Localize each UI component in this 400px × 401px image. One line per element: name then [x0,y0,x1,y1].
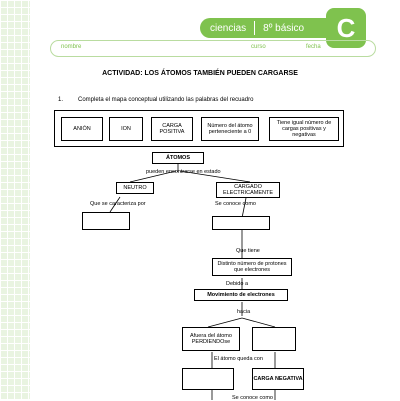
blank-neutro-trait[interactable] [82,212,130,230]
link-queda-con: El átomo queda con [214,356,263,362]
word-ion: ION [109,117,143,141]
blank-carga-positiva[interactable] [182,368,234,390]
name-field-label: nombre [61,44,82,50]
word-anion: ANIÓN [61,117,103,141]
date-field-label: fecha [306,44,321,50]
node-movimiento: Movimiento de electrones [194,289,288,301]
question-number: 1. [58,97,64,103]
link-se-conoce: Se conoce como [215,201,256,207]
course-field-label: curso [251,44,266,50]
node-afuera: Afuera del átomo PERDIENDOse [182,327,240,351]
node-atomos: ÁTOMOS [152,152,204,164]
blank-adentro[interactable] [252,327,296,351]
node-neutro: NEUTRO [116,182,154,194]
blank-ion[interactable] [212,216,270,230]
node-cargado: CARGADO ELECTRICAMENTE [216,182,280,198]
subject-badge: C [326,8,366,48]
link-caracteriza: Que se caracteriza por [90,201,146,207]
link-se-conoce-bottom: Se conoce como [232,395,273,401]
subject-label: ciencias [210,22,247,34]
word-numero-atomo: Número del átomo perteneciente a 0 [201,117,259,141]
link-hacia: hacia [237,309,251,315]
question-text: Completa el mapa conceptual utilizando las palabras del recuadro [78,97,254,103]
link-debido: Debido a [226,281,249,287]
word-igual-cargas: Tiene igual número de cargas positivas y negativas [269,117,339,141]
word-carga-positiva: CARGA POSITIVA [151,117,193,141]
node-distinto: Distinto número de protones que electrones [212,258,292,276]
activity-title: ACTIVIDAD: LOS ÁTOMOS TAMBIÉN PUEDEN CARGARSE [102,70,298,77]
node-carga-negativa: CARGA NEGATIVA [252,368,304,390]
grade-label: 8º básico [263,22,305,34]
link-que-tiene: Que tiene [236,248,260,254]
link-estado: pueden encontrarse en estado [146,169,221,175]
